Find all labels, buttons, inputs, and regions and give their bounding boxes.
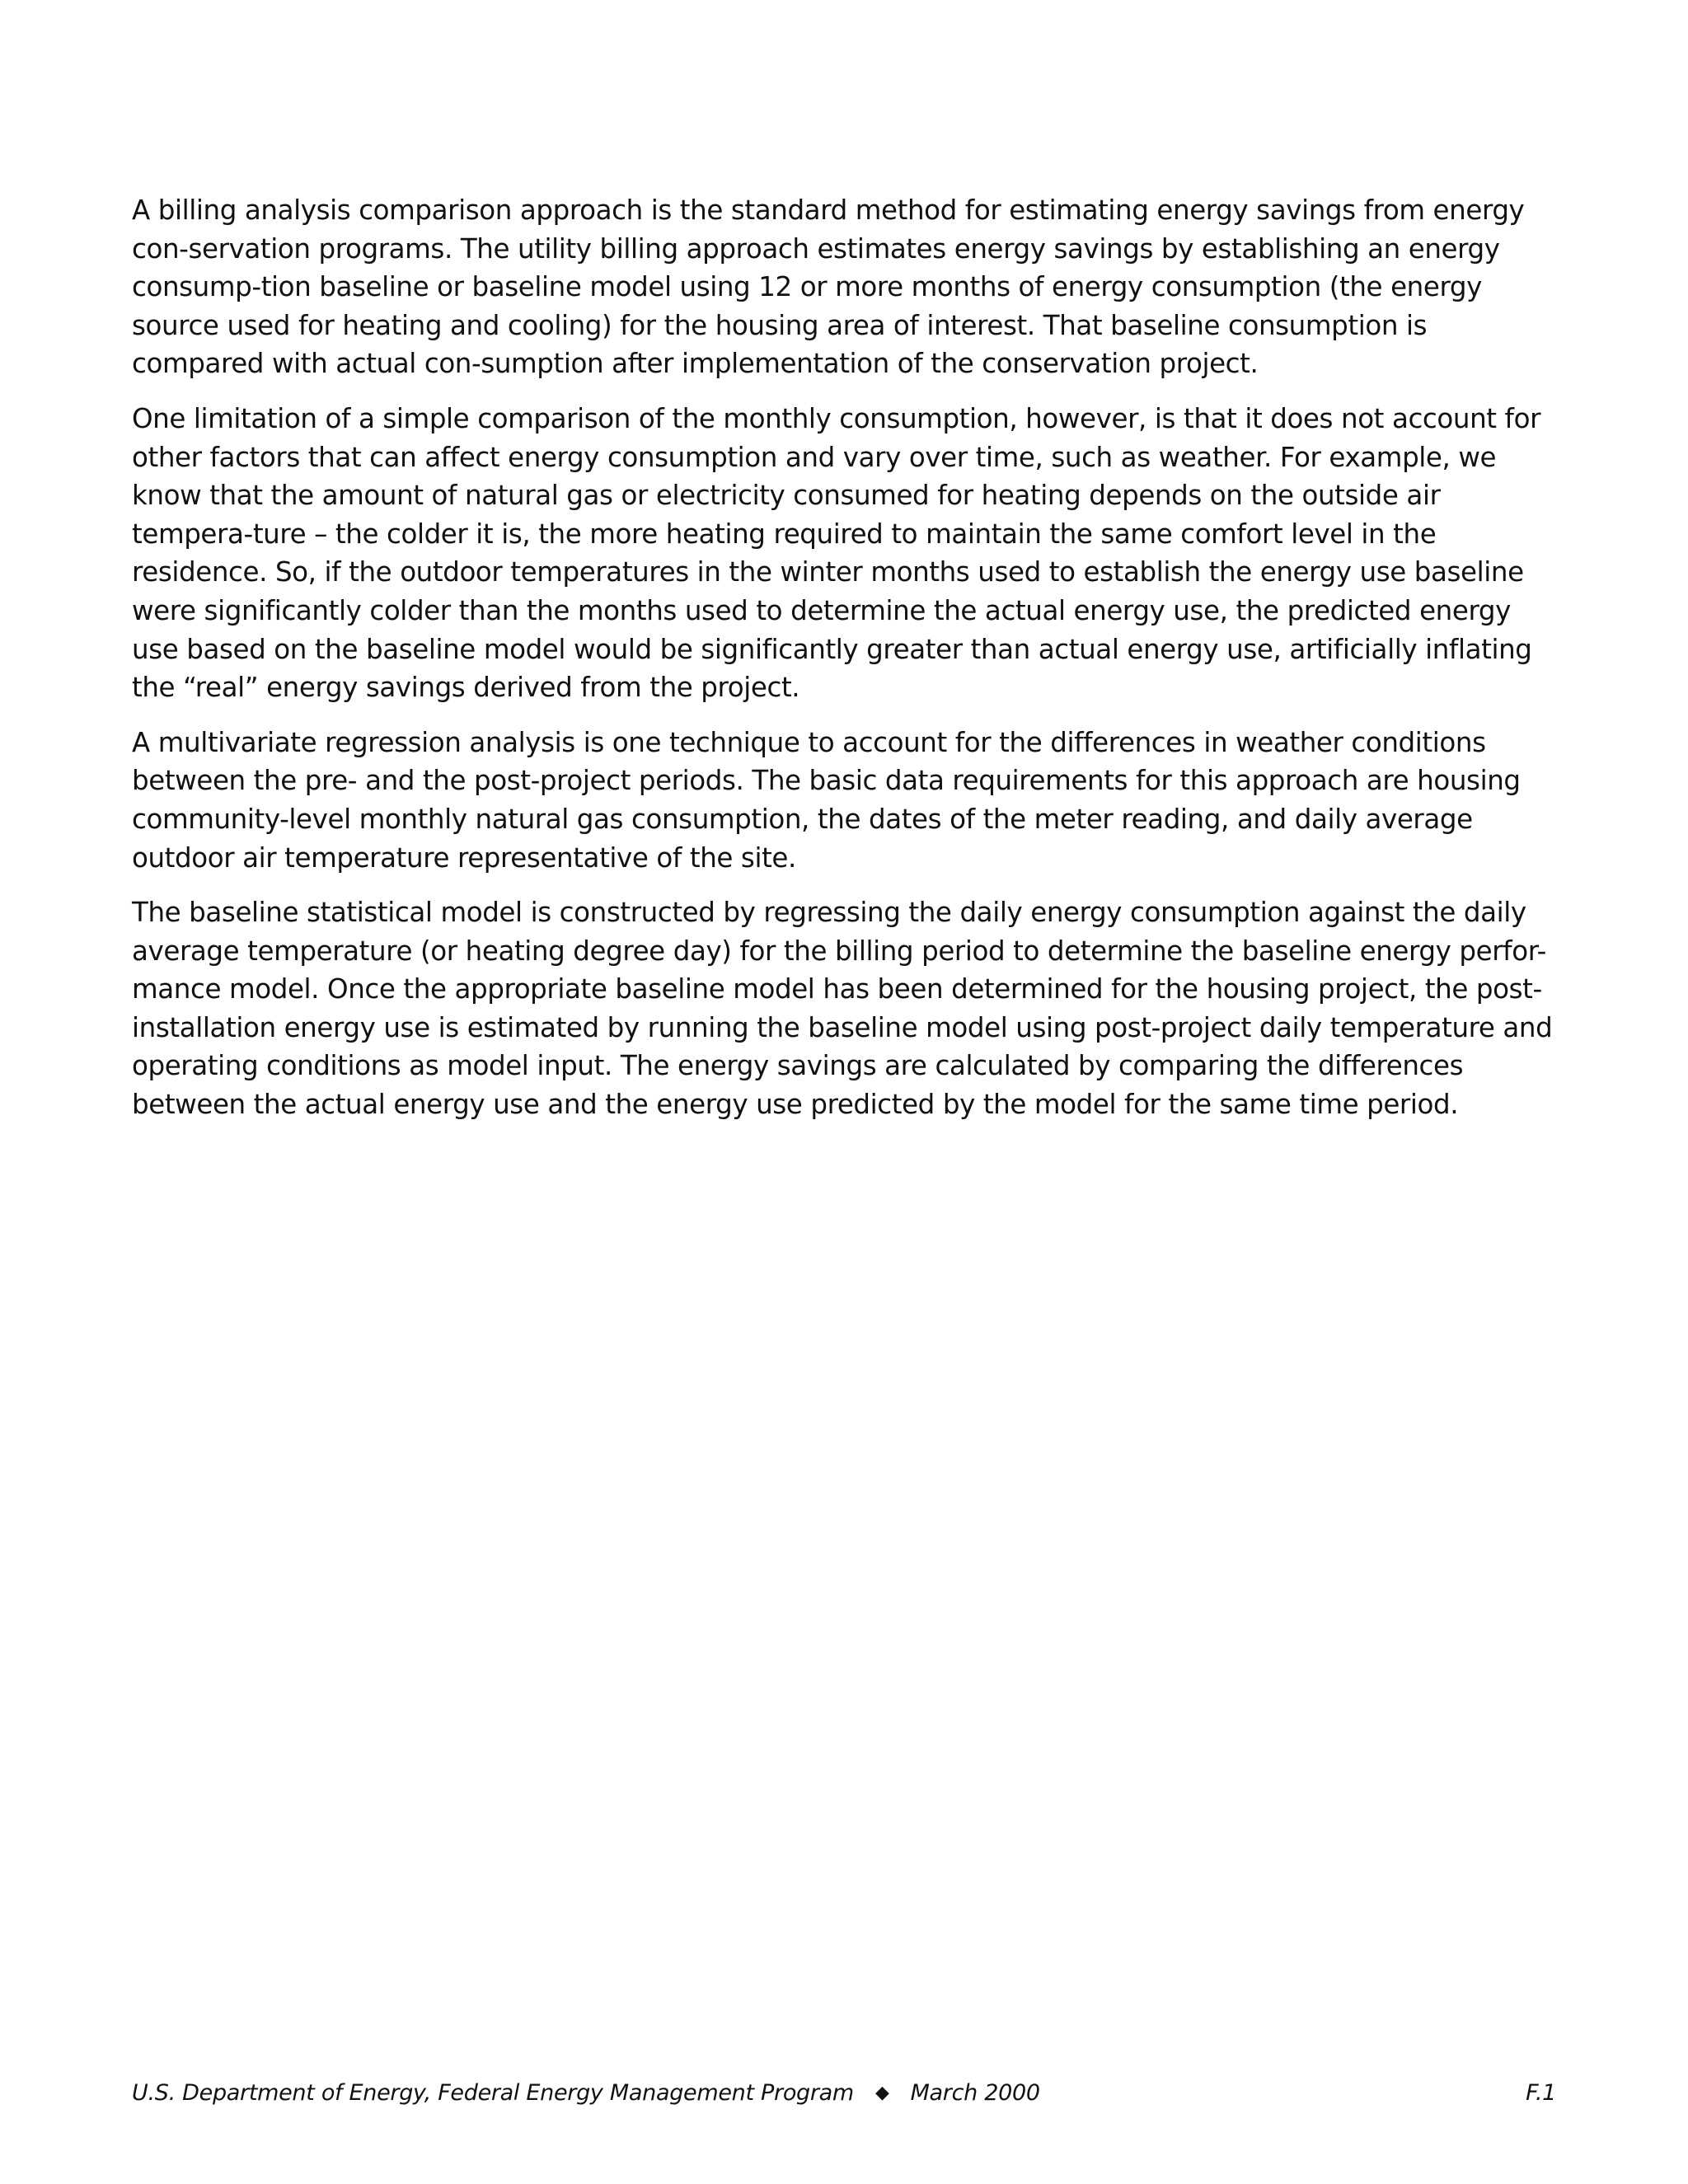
- paragraph-billing-analysis: A billing analysis comparison approach is the standard method for estimating energy savings from energy con-servation programs. The utility billing approach estimates energy savings by establishing an energy consump-tion baseline or baseline model using 12 or more months of energy consumption (the energy source used for heating and cooling) for the housing area of interest. That baseline consumption is compared with actual con-sumption after implementation of the conservation project.: [132, 194, 1525, 380]
- footer-date: March 2000: [910, 2080, 1040, 2106]
- footer-diamond-separator: ◆: [874, 2083, 889, 2103]
- paragraph-multivariate-regression: A multivariate regression analysis is one technique to account for the differences in weather conditions between the pre- and the post-project periods. The basic data requirements for this approach are housing community-level monthly natural gas consumption, the dates of the meter reading, and daily average outdoor air temperature representative of the site.: [132, 726, 1521, 874]
- footer-organization: U.S. Department of Energy, Federal Energy Management Program: [132, 2080, 854, 2106]
- paragraph-limitation: One limitation of a simple comparison of the monthly consumption, however, is that it does not account for other factors that can affect energy consumption and vary over time, such as weather. For example, we know that the amount of natural gas or electricity consumed for heating depends on the outside air tempera-ture – the colder it is, the more heating required to maintain the same comfort level in the residence. So, if the outdoor temperatures in the winter months used to establish the energy use baseline were significantly colder than the months used to determine the actual energy use, the predicted energy use based on the baseline model would be significantly greater than actual energy use, artificially inflating the “real” energy savings derived from the project.: [132, 402, 1541, 704]
- footer-source: [132, 2077, 1040, 2110]
- page-footer: [132, 2077, 1558, 2110]
- body-text: [132, 191, 1556, 1141]
- page-number: F.1: [1526, 2080, 1556, 2106]
- paragraph-baseline-model: The baseline statistical model is constructed by regressing the daily energy consumption against the daily average temperature (or heating degree day) for the billing period to determine the baseline energy perfor-mance model. Once the appropriate baseline model has been determined for the housing project, the post-installation energy use is estimated by running the baseline model using post-project daily temperature and operating conditions as model input. The energy savings are calculated by comparing the differences between the actual energy use and the energy use predicted by the model for the same time period.: [132, 897, 1553, 1121]
